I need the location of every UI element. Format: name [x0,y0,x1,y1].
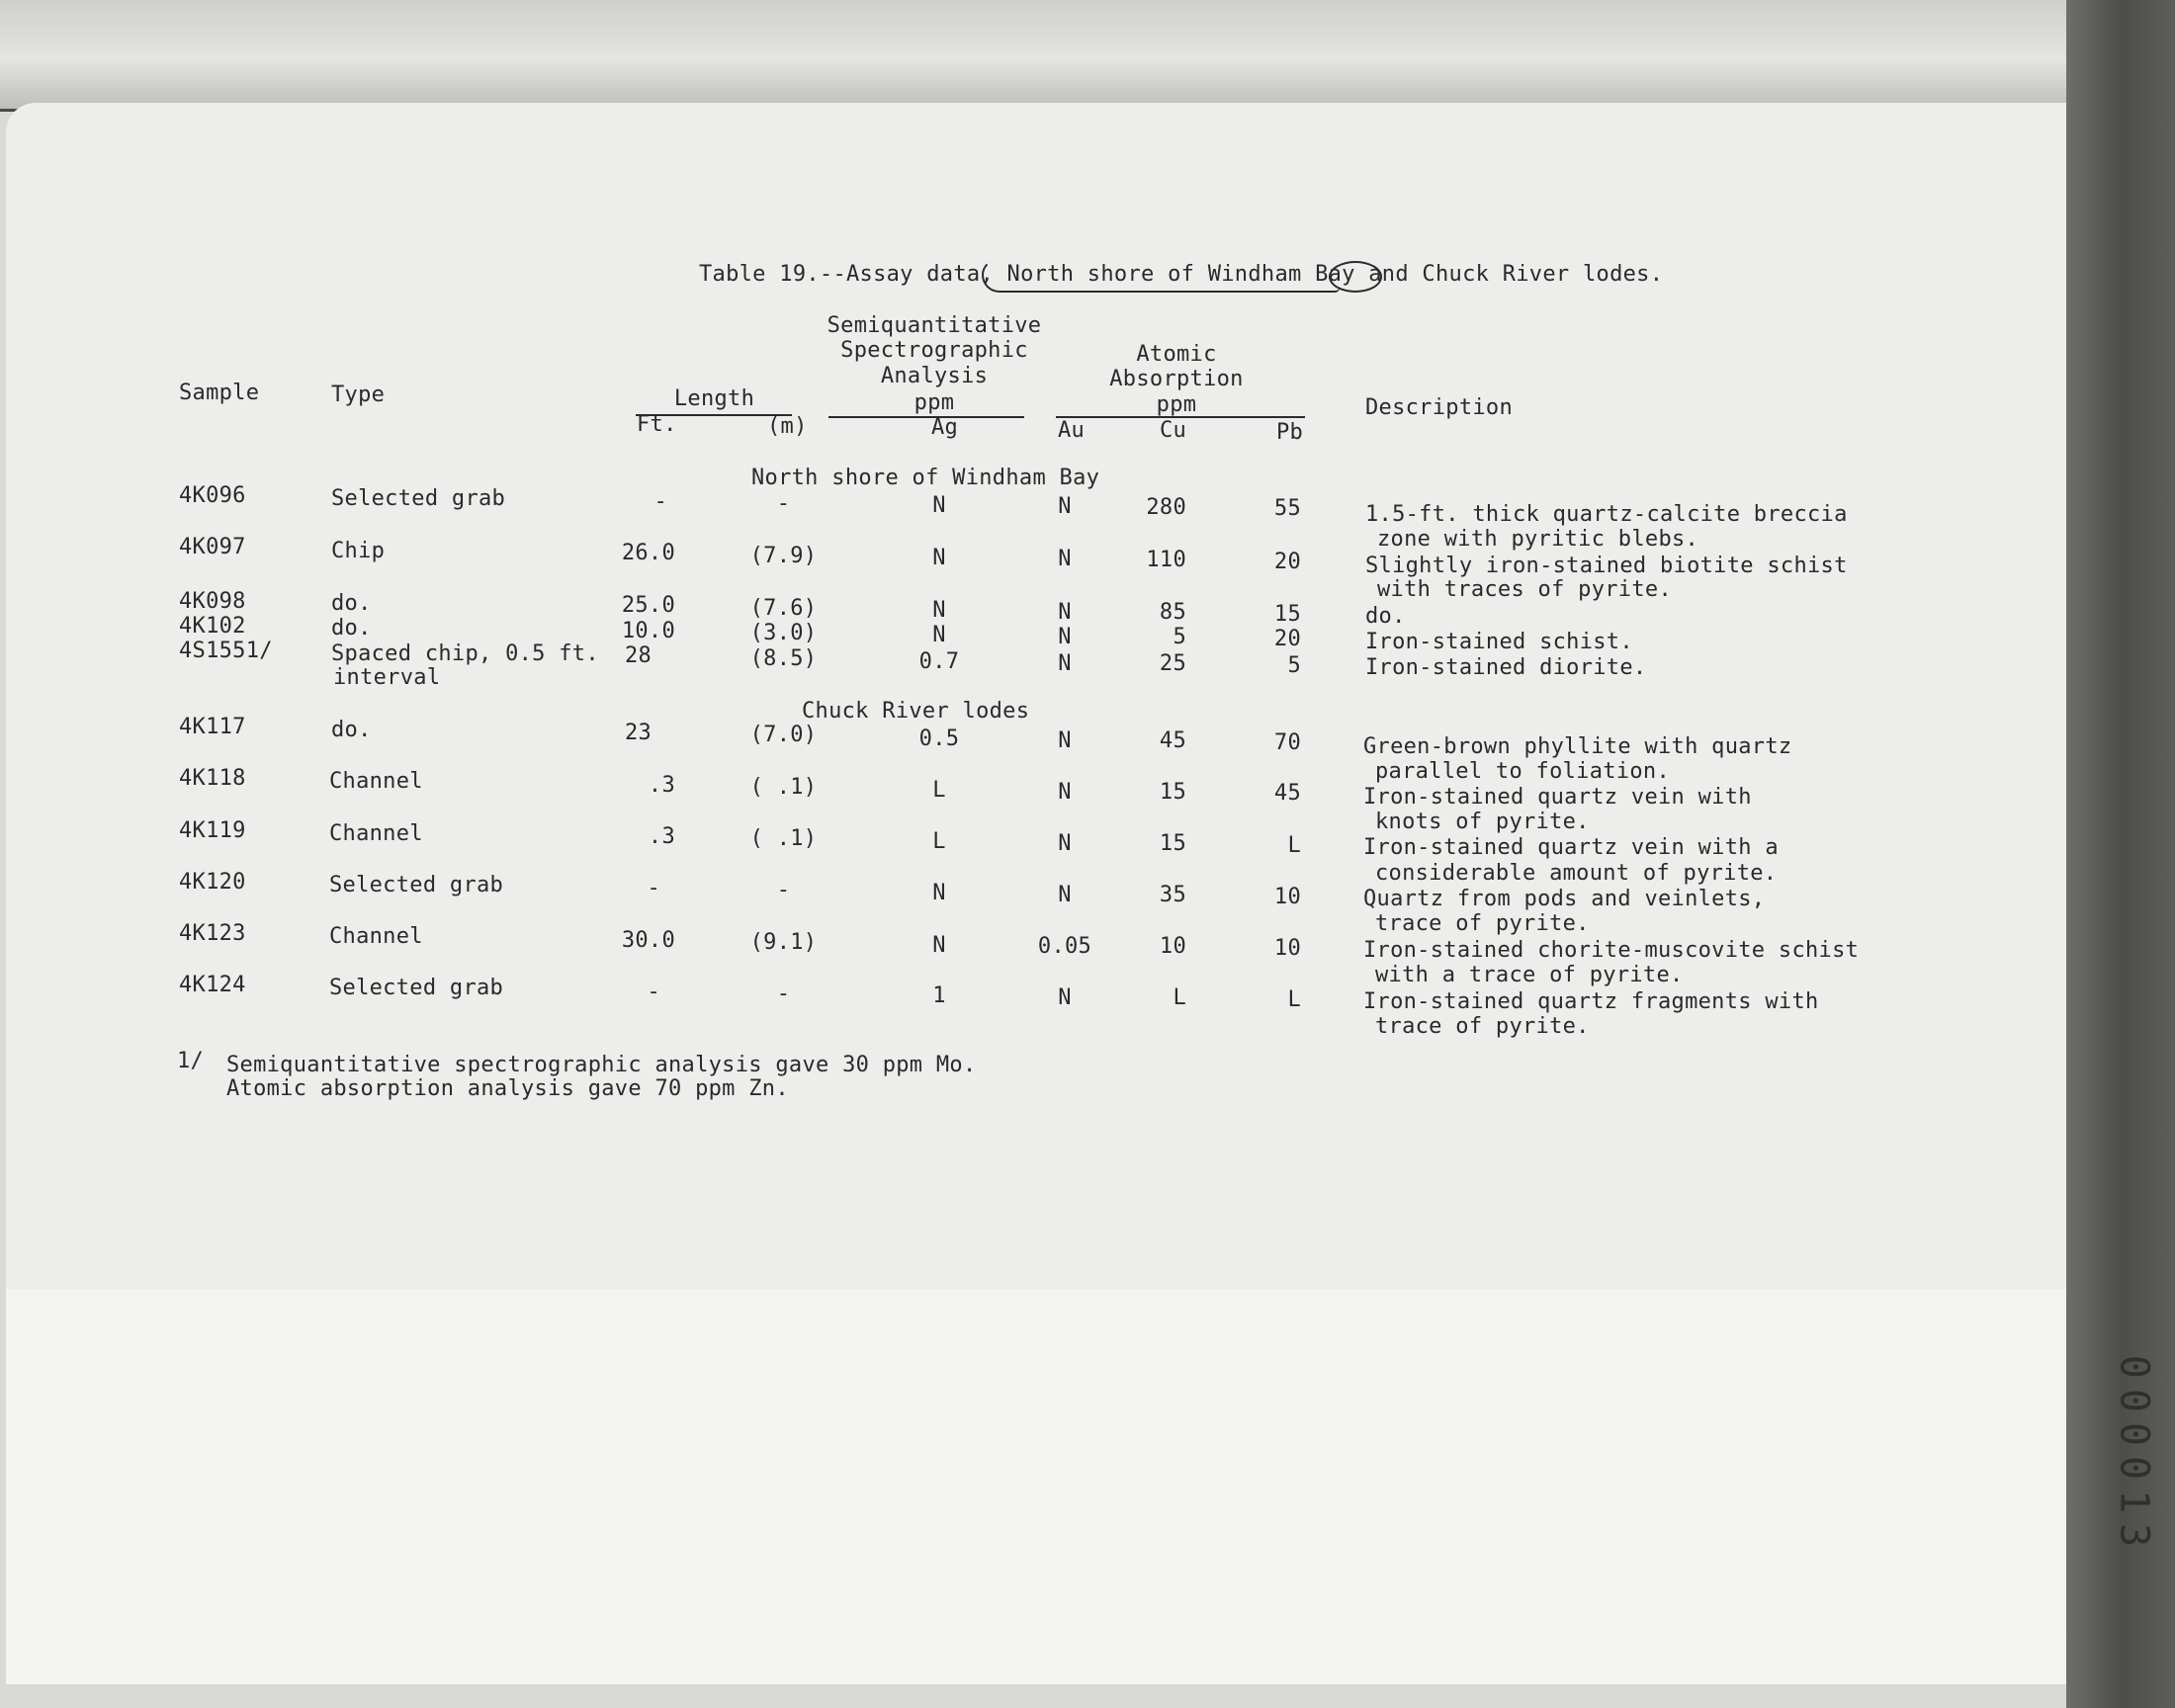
header-sample: Sample [179,381,260,405]
footnote-line-2: Atomic absorption analysis gave 70 ppm Zn. [226,1076,789,1101]
cell-type: Channel [329,821,423,846]
cell-au: N [1058,883,1072,907]
cell-sample: 4K097 [179,535,246,559]
cell-ft: - [647,876,660,900]
cell-m: ( .1) [749,826,818,851]
cell-cu: L [1173,985,1186,1010]
cell-m: (7.0) [749,723,818,747]
cell-description: Iron-stained quartz fragments with [1363,989,1819,1014]
cell-pb: L [1287,833,1301,858]
cell-au: N [1058,985,1072,1010]
section-windham-bay: North shore of Windham Bay [751,466,1100,490]
cell-cu: 85 [1159,600,1186,625]
cell-pb: 15 [1273,602,1301,627]
cell-description: Iron-stained schist. [1365,630,1633,654]
cell-ag: L [932,778,946,803]
cell-m: - [776,491,791,516]
header-description: Description [1365,395,1513,420]
cell-type: Channel [329,924,423,949]
header-aa-3: ppm [1156,392,1197,417]
header-aa-1: Atomic [1136,342,1217,367]
cell-au: N [1058,547,1072,571]
cell-cu: 15 [1159,780,1186,805]
cell-au: N [1058,831,1072,856]
cell-description-cont: considerable amount of pyrite. [1375,861,1778,886]
cell-m: ( .1) [749,775,818,800]
handwritten-circle [1329,261,1382,293]
page-fold-shadow [0,0,2066,112]
cell-cu: 35 [1159,883,1186,907]
cell-au: N [1058,728,1072,753]
header-pb: Pb [1276,420,1304,445]
cell-au: N [1058,625,1072,649]
cell-ag: 1 [932,983,946,1008]
cell-ag: N [932,933,946,958]
cell-sample: 4K124 [179,973,246,997]
cell-description: do. [1365,604,1406,629]
cell-description: Iron-stained chorite-muscovite schist [1363,938,1860,963]
cell-ft: - [653,489,667,514]
header-type: Type [331,383,386,407]
cell-description: Quartz from pods and veinlets, [1363,887,1766,911]
cell-pb: L [1287,987,1301,1012]
handwritten-underline [982,259,1340,293]
cell-description-cont: trace of pyrite. [1375,1014,1590,1039]
header-cu: Cu [1160,418,1187,443]
cell-ft: .3 [648,773,675,798]
cell-au: N [1058,780,1072,805]
cell-description-cont: zone with pyritic blebs. [1377,527,1699,552]
cell-type: do. [331,616,372,640]
cell-au: N [1058,600,1072,625]
cell-description-cont: parallel to foliation. [1375,759,1670,784]
cell-pb: 10 [1273,936,1301,961]
cell-m: (7.9) [749,544,818,568]
cell-au: N [1058,651,1072,676]
cell-ft: .3 [648,824,675,849]
cell-m: (8.5) [749,646,818,671]
cell-m: - [776,982,791,1006]
cell-m: (9.1) [749,930,818,955]
cell-description: Green-brown phyllite with quartz [1363,734,1792,759]
cell-ft: 25.0 [621,593,675,618]
cell-cu: 10 [1159,934,1186,959]
cell-ft: 28 [625,643,652,668]
cell-au: 0.05 [1037,934,1092,959]
cell-type: do. [331,718,372,742]
footnote-marker: 1/ [177,1049,205,1073]
cell-cu: 25 [1159,651,1186,676]
cell-description: Iron-stained diorite. [1365,655,1647,680]
page-number-stamp: 000013 [2111,1354,2157,1558]
cell-ft: 10.0 [621,619,675,643]
cell-pb: 10 [1273,885,1301,909]
cell-ft: 30.0 [621,928,675,953]
cell-sample: 4K102 [179,614,246,639]
cell-cu: 45 [1159,728,1186,753]
header-aa-2: Absorption [1109,367,1244,391]
cell-m: - [776,878,791,902]
cell-description-cont: trace of pyrite. [1375,911,1590,936]
footnote-line-1: Semiquantitative spectrographic analysis gave 30 ppm Mo. [226,1053,977,1077]
cell-sample: 4K123 [179,921,246,946]
cell-ag: N [932,623,946,647]
cell-type: Channel [329,769,423,794]
header-sqsa-2: Spectrographic [840,338,1028,363]
cell-ag: N [932,598,946,623]
cell-sample: 4K120 [179,870,246,895]
header-ag: Ag [931,415,959,440]
cell-pb: 20 [1273,550,1301,574]
cell-cu: 15 [1159,831,1186,856]
header-sqsa-4: ppm [914,390,955,415]
cell-description-cont: knots of pyrite. [1375,810,1590,834]
cell-sample: 4K098 [179,589,246,614]
cell-pb: 55 [1273,496,1301,521]
cell-description: Iron-stained quartz vein with a [1363,835,1779,860]
cell-ag: N [932,493,946,518]
cell-ag: N [932,546,946,570]
cell-pb: 45 [1273,781,1301,806]
cell-sample: 4K117 [179,715,246,739]
cell-ft: - [647,980,660,1004]
header-length: Length [673,386,755,411]
cell-sample: 4S1551/ [179,639,273,663]
cell-cu: 5 [1173,625,1186,649]
cell-cu: 280 [1146,495,1186,520]
cell-description: Slightly iron-stained biotite schist [1365,554,1848,578]
cell-sample: 4K119 [179,818,246,843]
table-caption: Table 19.--Assay data, North shore of Windham Bay and Chuck River lodes. [699,262,1664,287]
cell-type: Selected grab [331,486,506,511]
cell-m: (7.6) [749,596,818,621]
header-ft: Ft. [637,412,677,437]
cell-ag: N [932,881,946,905]
cell-type: Chip [331,539,386,563]
cell-pb: 5 [1287,653,1301,678]
cell-type: do. [331,591,372,616]
header-sqsa-1: Semiquantitative [826,313,1042,338]
cell-description-cont: with traces of pyrite. [1377,577,1672,602]
cell-type-cont: interval [333,665,441,690]
cell-sample: 4K118 [179,766,246,791]
cell-cu: 110 [1146,548,1186,572]
cell-description: 1.5-ft. thick quartz-calcite breccia [1365,502,1848,527]
cell-type: Selected grab [329,873,504,897]
cell-ag: 0.5 [918,726,960,751]
header-m: (m) [767,414,808,439]
cell-sample: 4K096 [179,483,246,508]
cell-pb: 70 [1273,730,1301,755]
cell-au: N [1058,494,1072,519]
section-chuck-river: Chuck River lodes [802,699,1030,724]
cell-description-cont: with a trace of pyrite. [1375,963,1684,987]
cell-pb: 20 [1273,627,1301,651]
cell-description: Iron-stained quartz vein with [1363,785,1752,810]
cell-ft: 26.0 [621,541,675,565]
cell-type: Spaced chip, 0.5 ft. [331,641,599,666]
header-au: Au [1058,418,1086,443]
header-rule-sqsa [828,416,1024,418]
cell-ag: L [932,829,946,854]
cell-m: (3.0) [749,621,818,645]
cell-type: Selected grab [329,976,504,1000]
cell-ft: 23 [625,721,652,745]
cell-ag: 0.7 [918,649,960,674]
header-sqsa-3: Analysis [880,364,989,388]
